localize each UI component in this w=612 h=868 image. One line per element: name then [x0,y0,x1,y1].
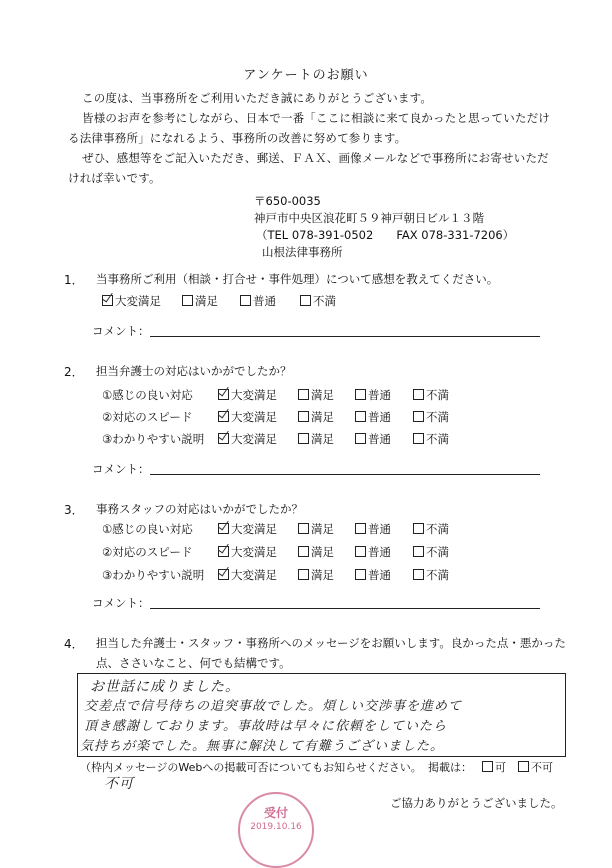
q1-question: 当事務所ご利用（相談・打合せ・事件処理）について感想を教えてください。 [96,272,499,286]
checkbox-icon[interactable] [298,433,309,444]
q2-row-2-satisfied[interactable]: 満足 [298,409,334,425]
q4-question-line-2: 点、ささいなこと、何でも結構です。 [96,656,291,670]
q1-comment-line[interactable] [150,336,540,337]
checkbox-icon[interactable] [298,389,309,400]
q2-row-2-very-satisfied[interactable]: 大変満足 [218,409,277,425]
q3-row-3-normal[interactable]: 普通 [355,567,391,583]
web-publish-notice: （枠内メッセージのWebへの掲載可否についてもお知らせください。 [80,761,422,774]
checkbox-checked-icon[interactable] [218,389,229,400]
q2-row-1-normal[interactable]: 普通 [355,387,391,403]
q3-row-2-dissatisfied[interactable]: 不満 [413,544,449,560]
checkbox-checked-icon[interactable] [218,411,229,422]
handwritten-line-4: 気持ちが楽でした。無事に解決して有難うございました。 [80,739,445,754]
checkbox-icon[interactable] [413,569,424,580]
q2-comment-label: コメント： [92,462,150,476]
checkbox-icon[interactable] [298,546,309,557]
checkbox-icon[interactable] [298,569,309,580]
q2-row-1-label: ①感じの良い対応 [102,388,193,402]
checkbox-icon[interactable] [355,433,366,444]
handwritten-line-3: 頂き感謝しております。事故時は早々に依頼をしていたら [84,719,447,734]
q3-row-2-satisfied[interactable]: 満足 [298,544,334,560]
intro-line-2: 皆様のお声を参考にしながら、日本で一番「ここに相談に来て良かったと思っていただけ [82,111,550,125]
checkbox-icon[interactable] [413,411,424,422]
checkbox-icon[interactable] [355,569,366,580]
checkbox-checked-icon[interactable] [218,433,229,444]
q2-row-1-satisfied[interactable]: 満足 [298,387,334,403]
q2-number: 2． [64,365,84,379]
publish-no-option[interactable]: 不可 [518,759,553,775]
street-address: 神戸市中央区浪花町５９神戸朝日ビル１３階 [254,211,484,225]
stamp-date: 2019.10.16 [250,822,302,832]
checkbox-icon[interactable] [298,523,309,534]
postal-code: 〒650-0035 [254,194,321,208]
q2-row-1-dissatisfied[interactable]: 不満 [413,387,449,403]
checkbox-icon[interactable] [518,761,529,772]
checkbox-icon[interactable] [298,411,309,422]
publish-label: 掲載は： [428,761,472,774]
q3-row-1-label: ①感じの良い対応 [102,522,193,536]
q3-row-1-satisfied[interactable]: 満足 [298,521,334,537]
q2-row-3-normal[interactable]: 普通 [355,431,391,447]
q2-row-3-very-satisfied[interactable]: 大変満足 [218,431,277,447]
checkbox-icon[interactable] [413,546,424,557]
q2-row-2-label: ②対応のスピード [102,410,193,424]
checkbox-icon[interactable] [413,433,424,444]
checkbox-checked-icon[interactable] [218,569,229,580]
q1-option-dissatisfied[interactable]: 不満 [300,293,336,309]
checkbox-icon[interactable] [182,295,193,306]
checkbox-icon[interactable] [355,546,366,557]
q3-row-1-normal[interactable]: 普通 [355,521,391,537]
handwritten-line-2: 交差点で信号待ちの追突事故でした。煩しい交渉事を進めて [84,699,463,714]
q1-option-very-satisfied[interactable]: 大変満足 [102,293,161,309]
checkbox-icon[interactable] [240,295,251,306]
checkbox-icon[interactable] [355,389,366,400]
q1-option-satisfied[interactable]: 満足 [182,293,218,309]
q3-row-2-very-satisfied[interactable]: 大変満足 [218,544,277,560]
publish-yes-option[interactable]: 可 [482,759,506,775]
q1-number: 1． [64,273,84,287]
q3-row-3-satisfied[interactable]: 満足 [298,567,334,583]
checkbox-icon[interactable] [355,411,366,422]
q3-row-3-label: ③わかりやすい説明 [102,568,205,582]
intro-line-4: ぜひ、感想等をご記入いただき、郵送、ＦＡＸ、画像メールなどで事務所にお寄せいただ [82,151,549,165]
q2-row-2-dissatisfied[interactable]: 不満 [413,409,449,425]
q2-row-3-label: ③わかりやすい説明 [102,432,205,446]
checkbox-checked-icon[interactable] [102,295,113,306]
q3-comment-line[interactable] [150,608,540,609]
checkbox-checked-icon[interactable] [218,546,229,557]
handwritten-publish-note: 不可 [104,776,134,792]
q2-row-2-normal[interactable]: 普通 [355,409,391,425]
stamp-text: 受付 [263,806,288,820]
q2-row-3-dissatisfied[interactable]: 不満 [413,431,449,447]
received-stamp [238,792,314,868]
q3-row-1-very-satisfied[interactable]: 大変満足 [218,521,277,537]
thanks-message: ご協力ありがとうございました。 [390,796,563,810]
q3-question: 事務スタッフの対応はいかがでしたか？ [96,502,303,516]
q1-comment-label: コメント： [92,324,150,338]
intro-line-1: この度は、当事務所をご利用いただき誠にありがとうございます。 [82,91,433,105]
q2-question: 担当弁護士の対応はいかがでしたか？ [96,364,292,378]
checkbox-icon[interactable] [482,761,493,772]
checkbox-icon[interactable] [300,295,311,306]
q2-comment-line[interactable] [150,474,540,475]
checkbox-icon[interactable] [413,523,424,534]
checkbox-checked-icon[interactable] [218,523,229,534]
contact-info: （TEL 078-391-0502 FAX 078-331-7206） [256,228,515,242]
checkbox-icon[interactable] [355,523,366,534]
intro-line-3: る法律事務所」になれるよう、事務所の改善に努めて参ります。 [68,131,407,145]
handwritten-line-1: お世話に成りました。 [90,679,240,695]
q4-number: 4． [64,637,84,651]
q3-number: 3． [64,503,84,517]
page-title: アンケートのお願い [243,68,369,83]
q4-question-line-1: 担当した弁護士・スタッフ・事務所へのメッセージをお願いします。良かった点・悪かった [96,636,566,650]
q3-row-3-very-satisfied[interactable]: 大変満足 [218,567,277,583]
q1-option-normal[interactable]: 普通 [240,293,276,309]
q3-row-2-label: ②対応のスピード [102,545,193,559]
q2-row-1-very-satisfied[interactable]: 大変満足 [218,387,277,403]
q3-comment-label: コメント： [92,596,150,610]
q3-row-3-dissatisfied[interactable]: 不満 [413,567,449,583]
q3-row-2-normal[interactable]: 普通 [355,544,391,560]
message-box[interactable] [77,673,566,757]
q2-row-3-satisfied[interactable]: 満足 [298,431,334,447]
firm-name: 山根法律事務所 [262,245,343,259]
q3-row-1-dissatisfied[interactable]: 不満 [413,521,449,537]
intro-line-5: ければ幸いです。 [68,171,161,185]
checkbox-icon[interactable] [413,389,424,400]
